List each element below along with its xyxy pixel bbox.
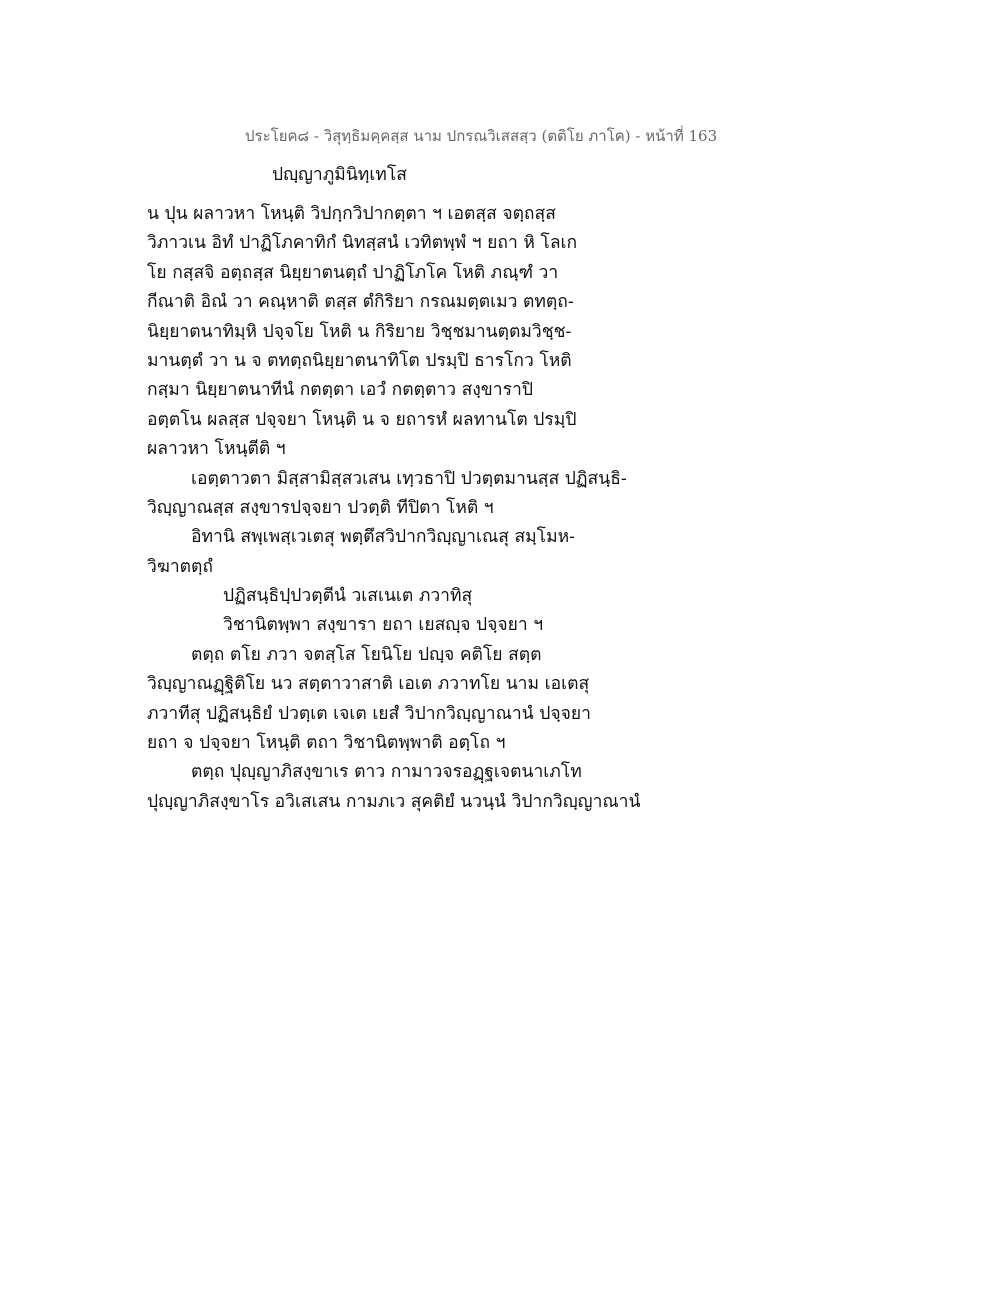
text-line: วิฆาตตฺถํ	[147, 556, 213, 577]
text-line: ผลาวหา โหนฺตีติ ฯ	[147, 439, 286, 460]
text-line: น ปุน ผลาวหา โหนฺติ วิปกฺกวิปากตฺตา ฯ เอตสฺส จตฺถสฺส	[147, 204, 556, 224]
text-line: อิทานิ สพฺเพสฺเวเตสุ พตฺตึสวิปากวิญฺญาเณสุ สมฺโมห-	[191, 527, 576, 548]
text-line: ภวาทีสุ ปฏิสนฺธิยํ ปวตฺเต เจเต เยสํ วิปากวิญฺญาณานํ ปจฺจยา	[147, 703, 591, 724]
text-line: เอตฺตาวตา มิสฺสามิสฺสวเสน เทฺวธาปิ ปวตฺตมานสฺส ปฏิสนฺธิ-	[191, 468, 627, 489]
text-line: ยถา จ ปจฺจยา โหนฺติ ตถา วิชานิตพฺพาติ อตฺโถ ฯ	[147, 733, 506, 754]
text-line: ตตฺถ ตโย ภวา จตสฺโส โยนิโย ปญฺจ คติโย สตฺต	[191, 644, 542, 665]
text-line: วิภาวเน อิทํ ปาฏิโภคาทิกํ นิทสฺสนํ เวทิตพฺพํ ฯ ยถา หิ โลเก	[147, 233, 578, 254]
text-line: ปฏิสนฺธิปฺปวตฺตีนํ วเสเนเต ภวาทิสุ	[223, 586, 473, 607]
text-line: นิยฺยาตนาทิมฺหิ ปจฺจโย โหติ น กิริยาย วิชฺชมานตฺตมวิชฺช-	[147, 321, 572, 342]
text-line: ปุญฺญาภิสงฺขาโร อวิเสเสน กามภเว สุคติยํ นวนฺนํ วิปากวิญฺญาณานํ	[147, 791, 641, 812]
text-line: วิชานิตพฺพา สงฺขารา ยถา เยสญฺจ ปจฺจยา ฯ	[223, 615, 544, 636]
text-line: มานตฺตํ วา น จ ตทตฺถนิยฺยาตนาทิโต ปรมฺปิ ธารโกว โหติ	[147, 350, 572, 371]
text-line: วิญฺญาณสฺส สงฺขารปจฺจยา ปวตฺติ ทีปิตา โหติ ฯ	[147, 497, 494, 518]
text-line: ตตฺถ ปุญฺญาภิสงฺขาเร ตาว กามาวจรอฏฺฐเจตนาเภโท	[191, 762, 582, 783]
text-line: กีณาติ อิณํ วา คณฺหาติ ตสฺส ตํกิริยา กรณมตฺตเมว ตทตฺถ-	[147, 292, 574, 313]
body-text	[147, 200, 707, 817]
section-heading: ปญฺญาภูมินิทฺเทโส	[272, 165, 407, 185]
text-line: วิญฺญาณฏฺฐิติโย นว สตฺตาวาสาติ เอเต ภวาทโย นาม เอเตสุ	[147, 674, 590, 695]
text-line: โย กสฺสจิ อตฺถสฺส นิยฺยาตนตฺถํ ปาฏิโภโค โหติ ภณฺฑํ วา	[147, 262, 559, 283]
text-line: กสฺมา นิยฺยาตนาทีนํ กตตฺตา เอวํ กตตฺตาว สงฺขาราปิ	[147, 380, 533, 401]
text-line: อตฺตโน ผลสฺส ปจฺจยา โหนฺติ น จ ยถารหํ ผลทานโต ปรมฺปิ	[147, 409, 577, 430]
page-header: ประโยค๘ - วิสุทฺธิมคฺคสฺส นาม ปกรณวิเสสสฺว (ตติโย ภาโค) - หน้าที่ 163	[245, 127, 718, 145]
